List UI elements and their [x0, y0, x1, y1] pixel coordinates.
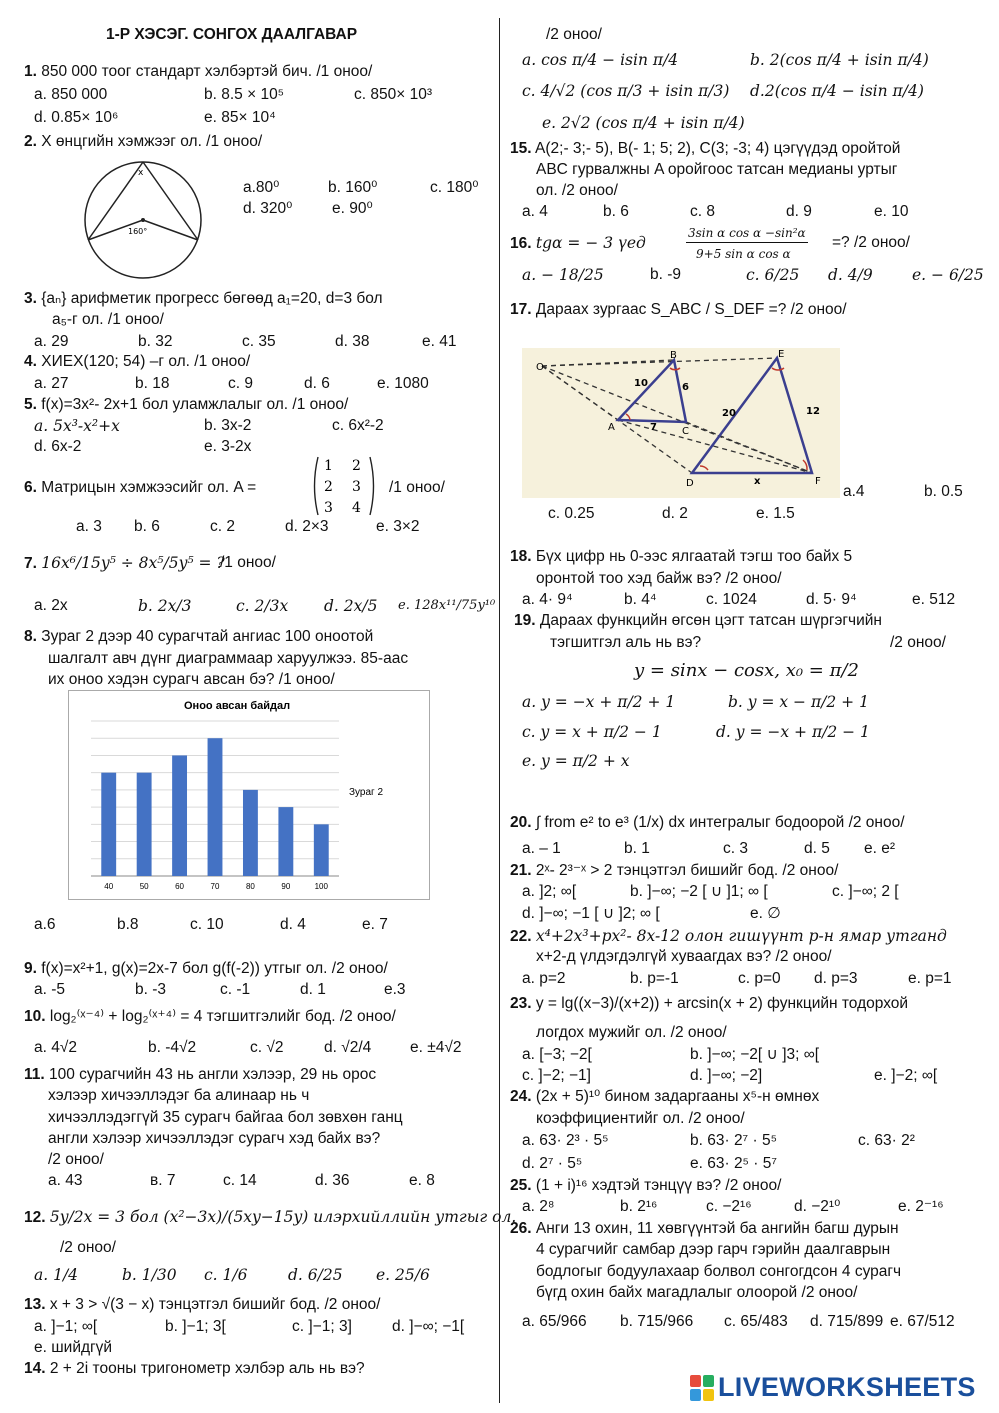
q6-option-a[interactable]: a. 3	[76, 518, 102, 535]
q24-option-c[interactable]: c. 63· 2²	[858, 1132, 915, 1149]
label-df-length: x	[754, 476, 761, 487]
q2-option-b[interactable]: b. 160⁰	[328, 179, 378, 196]
label-b: B	[670, 350, 677, 361]
q23-option-d[interactable]: d. ]−∞; −2]	[690, 1067, 763, 1084]
q1-option-c[interactable]: c. 850× 10³	[354, 86, 432, 103]
matrix-cell: 2	[324, 479, 333, 495]
q17-option-e[interactable]: e. 1.5	[756, 505, 795, 522]
question-3: 3. {aₙ} арифметик прогресс бөгөөд a₁=20, d=3 бол	[24, 290, 383, 307]
angle-mark-f	[803, 460, 807, 470]
q8-option-e[interactable]: e. 7	[362, 916, 388, 933]
matrix-right-bracket	[370, 457, 374, 515]
chart-x-tick: 90	[281, 882, 291, 891]
q7-option-d[interactable]: d. 2x/5	[324, 597, 378, 615]
q19-option-b[interactable]: b. y = x − π/2 + 1	[728, 693, 869, 711]
matrix-cell: 3	[352, 479, 361, 495]
q20-option-d[interactable]: d. 5	[804, 840, 830, 857]
q8-option-c[interactable]: c. 10	[190, 916, 224, 933]
question-14: 14. 2 + 2i тооны тригонометр хэлбэр аль нь вэ?	[24, 1360, 365, 1377]
q4-option-b[interactable]: b. 18	[135, 375, 170, 392]
q6-score: /1 оноо/	[389, 479, 445, 496]
q2-option-a[interactable]: a.80⁰	[243, 179, 280, 196]
q26-option-b[interactable]: b. 715/966	[620, 1313, 694, 1330]
circle-angle-figure	[80, 158, 210, 283]
chart-x-tick: 70	[210, 882, 220, 891]
question-26-line4: бүгд охин байх магадлалыг олоорой /2 оноо/	[536, 1284, 858, 1301]
chart-bar-40	[101, 773, 116, 876]
question-24: 24. (2x + 5)¹⁰ бином задаргааны x⁵-н өмнөх	[510, 1088, 820, 1105]
triangles-figure	[522, 348, 840, 498]
matrix-cell: 4	[352, 500, 361, 516]
ray-oe	[542, 358, 777, 366]
question-2: 2. X өнцгийн хэмжээг ол. /1 оноо/	[24, 133, 263, 150]
question-15-line3: ол. /2 оноо/	[536, 182, 618, 199]
q23-option-c[interactable]: c. ]−2; −1]	[522, 1067, 591, 1084]
question-4: 4. ХИЕХ(120; 54) –г ол. /1 оноо/	[24, 353, 251, 370]
q16-option-b[interactable]: b. -9	[650, 266, 682, 283]
q25-option-a[interactable]: a. 2⁸	[522, 1198, 555, 1215]
liveworksheets-text: LIVEWORKSHEETS	[718, 1372, 976, 1402]
chord-right	[143, 162, 198, 240]
q2-option-d[interactable]: d. 320⁰	[243, 200, 293, 217]
q24-option-d[interactable]: d. 2⁷ · 5⁵	[522, 1155, 583, 1172]
question-24-line2: коэффициентийг ол. /2 оноо/	[536, 1110, 745, 1127]
liveworksheets-brand[interactable]	[690, 1372, 976, 1403]
q20-option-b[interactable]: b. 1	[624, 840, 650, 857]
q23-option-b[interactable]: b. ]−∞; −2[ ∪ ]3; ∞[	[690, 1046, 820, 1063]
q16-tail: =? /2 оноо/	[832, 234, 910, 251]
chart-bar-70	[208, 738, 223, 876]
question-13: 13. x + 3 > √(3 − x) тэнцэтгэл бишийг бод. /2 оноо/	[24, 1296, 381, 1313]
q16-option-a[interactable]: a. − 18/25	[522, 266, 604, 284]
label-o: O	[536, 362, 544, 373]
q19-option-e[interactable]: e. y = π/2 + x	[522, 752, 630, 770]
q16-option-c[interactable]: c. 6/25	[746, 266, 800, 284]
q5-option-e[interactable]: e. 3-2x	[204, 438, 252, 455]
q2-option-e[interactable]: e. 90⁰	[332, 200, 373, 217]
q22-option-a[interactable]: a. p=2	[522, 970, 566, 987]
q18-option-b[interactable]: b. 4⁴	[624, 591, 657, 608]
q16-fraction-numerator: 3sin α cos α −sin²α	[686, 224, 808, 243]
q19-option-a[interactable]: a. y = −x + π/2 + 1	[522, 693, 676, 711]
q14-option-a[interactable]: a. cos π/4 − isin π/4	[522, 51, 679, 69]
question-11-line3: хичээллэдэггүй 35 сурагч байгаа бол зөвхөн ганц	[48, 1109, 403, 1126]
q26-option-a[interactable]: a. 65/966	[522, 1313, 587, 1330]
q21-option-c[interactable]: c. ]−∞; 2 [	[832, 883, 899, 900]
q4-option-a[interactable]: a. 27	[34, 375, 69, 392]
q4-option-c[interactable]: c. 9	[228, 375, 253, 392]
chart-x-tick: 50	[139, 882, 149, 891]
q23-option-e[interactable]: e. ]−2; ∞[	[874, 1067, 938, 1084]
q5-option-d[interactable]: d. 6x-2	[34, 438, 82, 455]
q14-option-c[interactable]: c. 4/√2 (cos π/3 + isin π/3)	[522, 82, 730, 100]
q9-option-b[interactable]: b. -3	[135, 981, 167, 998]
q13-option-d[interactable]: d. ]−∞; −1[	[392, 1318, 465, 1335]
bar-chart-frame	[68, 690, 430, 900]
q11-option-a[interactable]: a. 43	[48, 1172, 83, 1189]
q7-option-b[interactable]: b. 2x/3	[138, 597, 192, 615]
q10-option-b[interactable]: b. -4√2	[148, 1039, 197, 1056]
question-23-line2: логдох мужийг ол. /2 оноо/	[536, 1024, 727, 1041]
question-11: 11. 100 сурагчийн 43 нь англи хэлээр, 29 нь орос	[24, 1066, 377, 1083]
label-d: D	[686, 478, 694, 489]
chart-title: Оноо авсан байдал	[184, 700, 291, 712]
angle-mark-e	[772, 368, 784, 370]
matrix-cell: 3	[324, 500, 333, 516]
chart-bar-80	[243, 790, 258, 876]
question-5: 5. f(x)=3x²- 2x+1 бол уламжлалыг ол. /1 оноо/	[24, 396, 349, 413]
question-23: 23. y = lg((x−3)/(x+2)) + arcsin(x + 2) функцийн тодорхой	[510, 995, 909, 1012]
q6-option-c[interactable]: c. 2	[210, 518, 235, 535]
question-15: 15. A(2;- 3;- 5), B(- 1; 5; 2), C(3; -3; 4) цэгүүдэд оройтой	[510, 140, 901, 157]
q21-option-a[interactable]: a. ]2; ∞[	[522, 883, 577, 900]
q12-option-d[interactable]: d. 6/25	[288, 1266, 343, 1284]
q8-option-a[interactable]: a.6	[34, 916, 56, 933]
q15-option-d[interactable]: d. 9	[786, 203, 812, 220]
q13-option-a[interactable]: a. ]−1; ∞[	[34, 1318, 98, 1335]
q7-option-c[interactable]: c. 2/3x	[236, 597, 289, 615]
question-11-line4: англи хэлээр хичээллэдэг сурагч хэд байх вэ?	[48, 1130, 381, 1147]
label-e: E	[778, 349, 785, 360]
q12-option-e[interactable]: e. 25/6	[376, 1266, 430, 1284]
q7-option-a[interactable]: a. 2x	[34, 597, 68, 614]
q22-option-b[interactable]: b. p=-1	[630, 970, 679, 987]
q4-option-d[interactable]: d. 6	[304, 375, 330, 392]
question-20: 20. ∫ from e² to e³ (1/x) dx интегралыг бодоорой /2 оноо/	[510, 814, 905, 831]
q3-option-e[interactable]: e. 41	[422, 333, 457, 350]
center-point	[141, 218, 145, 222]
question-1: 1. 850 000 тоог стандарт хэлбэртэй бич. /1 оноо/	[24, 63, 373, 80]
angle-mark-d	[700, 466, 708, 470]
q8-option-b[interactable]: b.8	[117, 916, 139, 933]
question-9: 9. f(x)=x²+1, g(x)=2x-7 бол g(f(-2)) утгыг ол. /2 оноо/	[24, 960, 388, 977]
question-18-line2: оронтой тоо хэд байж вэ? /2 оноо/	[536, 570, 782, 587]
q3-option-d[interactable]: d. 38	[335, 333, 370, 350]
q12-option-b[interactable]: b. 1/30	[122, 1266, 177, 1284]
matrix-cell: 1	[324, 458, 333, 474]
q17-option-d[interactable]: d. 2	[662, 505, 688, 522]
q3-option-a[interactable]: a. 29	[34, 333, 69, 350]
question-19: 19. Дараах функцийн өгсөн цэгт татсан шүргэгчийн	[514, 612, 882, 629]
question-22-line2: x+2-д үлдэгдэлгүй хуваагдах вэ? /2 оноо/	[536, 948, 832, 965]
q6-option-d[interactable]: d. 2×3	[285, 518, 329, 535]
q10-option-d[interactable]: d. √2/4	[324, 1039, 372, 1056]
q25-option-e[interactable]: e. 2⁻¹⁶	[898, 1198, 944, 1215]
q1-option-d[interactable]: d. 0.85× 10⁶	[34, 109, 119, 126]
q11-option-d[interactable]: d. 36	[315, 1172, 350, 1189]
chart-legend: Зураг 2	[349, 787, 384, 798]
question-26: 26. Анги 13 охин, 11 хөвгүүнтэй ба ангийн багш дурын	[510, 1220, 899, 1237]
q9-option-c[interactable]: c. -1	[220, 981, 251, 998]
q1-option-b[interactable]: b. 8.5 × 10⁵	[204, 86, 285, 103]
q18-option-c[interactable]: c. 1024	[706, 591, 757, 608]
q24-option-b[interactable]: b. 63· 2⁷ · 5⁵	[690, 1132, 777, 1149]
question-19-line2: тэгшитгэл аль нь вэ?	[550, 634, 702, 651]
chart-bar-100	[314, 824, 329, 876]
q14-option-e[interactable]: e. 2√2 (cos π/4 + isin π/4)	[542, 114, 745, 132]
bar-chart	[69, 691, 429, 899]
q16-fraction-denominator: 9+5 sin α cos α	[696, 247, 791, 261]
q9-option-d[interactable]: d. 1	[300, 981, 326, 998]
matrix-cell: 2	[352, 458, 361, 474]
question-12: 12. 5y/2x = 3 бол (x²−3x)/(5xy−15y) илэрхийллийн утгыг ол.	[24, 1208, 517, 1226]
q19-score: /2 оноо/	[890, 634, 946, 651]
chart-x-tick: 100	[314, 882, 328, 891]
q19-option-c[interactable]: c. y = x + π/2 − 1	[522, 723, 662, 741]
chart-x-tick: 80	[245, 882, 255, 891]
q22-option-d[interactable]: d. p=3	[814, 970, 858, 987]
q9-option-e[interactable]: e.3	[384, 981, 406, 998]
question-7: 7. 16x⁶/15y⁵ ÷ 8x⁵/5y⁵ = ?	[24, 554, 225, 572]
section-heading: 1-Р ХЭСЭГ. СОНГОХ ДААЛГАВАР	[106, 26, 358, 43]
q20-option-c[interactable]: c. 3	[723, 840, 748, 857]
q13-option-e[interactable]: e. шийдгүй	[34, 1339, 113, 1356]
q3-option-b[interactable]: b. 32	[138, 333, 173, 350]
q21-option-d[interactable]: d. ]−∞; −1 [ ∪ ]2; ∞ [	[522, 905, 660, 922]
question-8-line2: шалгалт авч дүнг диаграммаар харуулжээ. 85-аас	[48, 650, 409, 667]
chart-bar-60	[172, 755, 187, 876]
q6-option-b[interactable]: b. 6	[134, 518, 160, 535]
q25-option-d[interactable]: d. −2¹⁰	[794, 1198, 841, 1215]
q7-score: /1 оноо/	[220, 554, 276, 571]
chart-x-tick: 60	[175, 882, 185, 891]
q13-option-b[interactable]: b. ]−1; 3[	[165, 1318, 226, 1335]
q1-option-e[interactable]: e. 85× 10⁴	[204, 109, 276, 126]
liveworksheets-logo-icon	[690, 1375, 714, 1401]
question-22: 22. x⁴+2x³+px²- 8x-12 олон гишүүнт p-н ямар утганд	[510, 927, 947, 945]
q15-option-c[interactable]: c. 8	[690, 203, 715, 220]
label-c: C	[682, 426, 689, 437]
q5-option-c[interactable]: c. 6x²-2	[332, 417, 384, 434]
q16-option-e[interactable]: e. − 6/25	[912, 266, 984, 284]
q17-option-c[interactable]: c. 0.25	[548, 505, 595, 522]
question-8-line3: их оноо хэдэн сурагч авсан бэ? /1 оноо/	[48, 671, 335, 688]
matrix-left-bracket	[315, 457, 319, 515]
triangle-def	[692, 358, 812, 473]
q13-option-c[interactable]: c. ]−1; 3]	[292, 1318, 352, 1335]
question-16: 16. tgα = − 3 үед	[510, 234, 646, 252]
matrix-A	[310, 455, 378, 517]
q15-option-a[interactable]: a. 4	[522, 203, 548, 220]
label-ef-length: 12	[806, 406, 820, 417]
q6-option-e[interactable]: e. 3×2	[376, 518, 420, 535]
q12-score: /2 оноо/	[60, 1239, 116, 1256]
q23-option-a[interactable]: a. [−3; −2[	[522, 1046, 592, 1063]
q14-option-b[interactable]: b. 2(cos π/4 + isin π/4)	[750, 51, 929, 69]
question-15-line2: ABC гурвалжны A оройгоос татсан медианы уртыг	[536, 161, 898, 178]
question-6: 6. Матрицын хэмжээсийг ол. A =	[24, 479, 257, 496]
q3-option-c[interactable]: c. 35	[242, 333, 276, 350]
label-ab-length: 10	[634, 378, 648, 389]
question-18: 18. Бүх цифр нь 0-ээс ялгаатай тэгш тоо байх 5	[510, 548, 853, 565]
label-ac-length: 7	[650, 422, 657, 433]
q26-option-e[interactable]: e. 67/512	[890, 1313, 955, 1330]
question-25: 25. (1 + i)¹⁶ хэдтэй тэнцүү вэ? /2 оноо/	[510, 1177, 782, 1194]
question-26-line2: 4 сурагчийг самбар дээр гарч гэрийн даалгаврын	[536, 1241, 891, 1258]
q5-option-b[interactable]: b. 3x-2	[204, 417, 252, 434]
q24-option-e[interactable]: e. 63· 2⁵ · 5⁷	[690, 1155, 777, 1172]
q11-option-e[interactable]: e. 8	[409, 1172, 435, 1189]
q9-option-a[interactable]: a. -5	[34, 981, 66, 998]
q16-option-d[interactable]: d. 4/9	[828, 266, 873, 284]
q8-option-d[interactable]: d. 4	[280, 916, 306, 933]
question-3-line2: a₅-г ол. /1 оноо/	[52, 311, 164, 328]
q22-option-c[interactable]: c. p=0	[738, 970, 781, 987]
q14-option-d[interactable]: d.2(cos π/4 − isin π/4)	[750, 82, 924, 100]
question-8: 8. Зураг 2 дээр 40 сурагчтай ангиас 100 оноотой	[24, 628, 374, 645]
q10-option-e[interactable]: e. ±4√2	[410, 1039, 462, 1056]
q25-option-c[interactable]: c. −2¹⁶	[706, 1198, 752, 1215]
q18-option-d[interactable]: d. 5· 9⁴	[806, 591, 857, 608]
question-21: 21. 2ˣ- 2³⁻ˣ > 2 тэнцэтгэл бишийг бод. /2 оноо/	[510, 862, 839, 879]
q15-option-b[interactable]: b. 6	[603, 203, 629, 220]
question-11-line5: /2 оноо/	[48, 1151, 104, 1168]
q18-option-e[interactable]: e. 512	[912, 591, 956, 608]
question-26-line3: бодлогыг бодуулахаар болвол сонгогдсон 4 сурагч	[536, 1263, 902, 1280]
column-divider	[499, 18, 500, 1403]
q7-option-e[interactable]: e. 128x¹¹/75y¹⁰	[398, 598, 496, 613]
q12-option-c[interactable]: c. 1/6	[204, 1266, 248, 1284]
q11-option-c[interactable]: c. 14	[223, 1172, 257, 1189]
angle-160-label: 160°	[128, 227, 148, 236]
ray-af	[618, 420, 812, 473]
q20-option-e[interactable]: e. e²	[864, 840, 896, 857]
angle-x-label: x	[138, 168, 144, 178]
q1-option-a[interactable]: a. 850 000	[34, 86, 108, 103]
q25-option-b[interactable]: b. 2¹⁶	[620, 1198, 658, 1215]
label-a: A	[608, 422, 615, 433]
q24-option-a[interactable]: a. 63· 2³ · 5⁵	[522, 1132, 609, 1149]
q19-formula: y = sinx − cosx, x₀ = π/2	[634, 660, 859, 681]
q14-score: /2 оноо/	[546, 26, 602, 43]
q10-option-a[interactable]: a. 4√2	[34, 1039, 77, 1056]
q2-option-c[interactable]: c. 180⁰	[430, 179, 479, 196]
chart-x-tick: 40	[104, 882, 114, 891]
q12-option-a[interactable]: a. 1/4	[34, 1266, 79, 1284]
label-bc-length: 6	[682, 382, 689, 393]
chart-bar-50	[137, 773, 152, 876]
q5-option-a[interactable]: a. 5x³-x²+x	[34, 417, 120, 435]
label-f: F	[815, 476, 821, 487]
chart-bar-90	[278, 807, 293, 876]
question-10: 10. log₂⁽ˣ⁻⁴⁾ + log₂⁽ˣ⁺⁴⁾ = 4 тэгшитгэлийг бод. /2 оноо/	[24, 1008, 396, 1025]
question-17: 17. Дараах зургаас S_ABC / S_DEF =? /2 оноо/	[510, 301, 847, 318]
q10-option-c[interactable]: c. √2	[250, 1039, 284, 1056]
q21-option-b[interactable]: b. ]−∞; −2 [ ∪ ]1; ∞ [	[630, 883, 768, 900]
q11-option-b[interactable]: в. 7	[150, 1172, 176, 1189]
q18-option-a[interactable]: a. 4· 9⁴	[522, 591, 573, 608]
q26-option-d[interactable]: d. 715/899	[810, 1313, 884, 1330]
q17-option-a[interactable]: a.4	[843, 483, 865, 500]
q19-option-d[interactable]: d. y = −x + π/2 − 1	[716, 723, 870, 741]
q4-option-e[interactable]: e. 1080	[377, 375, 429, 392]
q20-option-a[interactable]: a. – 1	[522, 840, 561, 857]
question-11-line2: хэлээр хичээллэдэг ба алинаар нь ч	[48, 1087, 310, 1104]
q22-option-e[interactable]: e. p=1	[908, 970, 952, 987]
q26-option-c[interactable]: c. 65/483	[724, 1313, 788, 1330]
radius-right	[143, 220, 198, 240]
q15-option-e[interactable]: e. 10	[874, 203, 909, 220]
label-de-length: 20	[722, 408, 736, 419]
q21-option-e[interactable]: e. ∅	[750, 905, 781, 922]
q17-option-b[interactable]: b. 0.5	[924, 483, 963, 500]
